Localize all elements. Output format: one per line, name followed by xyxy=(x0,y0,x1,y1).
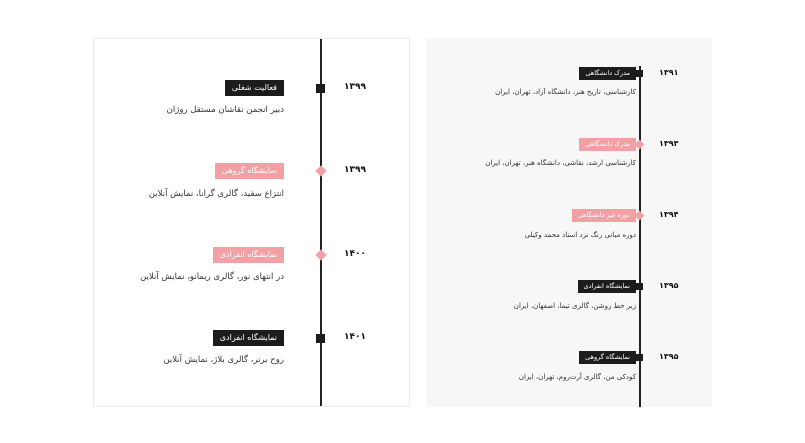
square-marker-icon xyxy=(636,283,643,290)
entry-tag: نمایشگاه گروهی xyxy=(215,163,284,179)
entry-description: کارشناسی ارشد، نقاشی، دانشگاه هنر، تهران، ایران xyxy=(485,159,636,167)
square-marker-icon xyxy=(636,354,643,361)
entry-description: در انتهای نور، گالری ریمانو، نمایش آنلاین xyxy=(140,272,284,282)
entry-description: دبیر انجمن نقاشان مستقل روژان xyxy=(166,105,284,115)
square-marker-icon xyxy=(316,334,325,343)
entry-tag: دوره غیر دانشگاهی xyxy=(572,209,636,222)
square-marker-icon xyxy=(636,70,643,77)
entry-tag: نمایشگاه انفرادی xyxy=(213,330,284,346)
diamond-marker-icon xyxy=(315,165,326,176)
entry-description: کارشناسی، تاریخ هنر، دانشگاه آزاد، تهران، ایران xyxy=(495,88,636,96)
timeline-panel-education xyxy=(426,38,712,407)
entry-year: ۱۳۹۵ xyxy=(659,352,679,361)
entry-year: ۱۴۰۰ xyxy=(344,249,366,259)
diamond-marker-icon xyxy=(635,211,645,221)
entry-year: ۱۳۹۹ xyxy=(344,82,366,92)
entry-description: روح برتر، گالری بلاژ، نمایش آنلاین xyxy=(163,355,284,365)
entry-year: ۱۴۰۱ xyxy=(344,332,366,342)
entry-tag: مدرک دانشگاهی xyxy=(579,138,636,151)
square-marker-icon xyxy=(316,84,325,93)
entry-description: دوره مبانی رنگ نزد استاد محمد وکیلی xyxy=(524,231,636,239)
entry-tag: مدرک دانشگاهی xyxy=(579,67,636,80)
timeline-panel-activities xyxy=(93,38,410,407)
entry-description: انتزاع سفید، گالری گرانا، نمایش آنلاین xyxy=(148,189,284,199)
diamond-marker-icon xyxy=(315,249,326,260)
entry-year: ۱۳۹۳ xyxy=(659,139,679,148)
entry-year: ۱۳۹۱ xyxy=(659,68,679,77)
diamond-marker-icon xyxy=(635,140,645,150)
entry-tag: نمایشگاه انفرادی xyxy=(578,280,636,293)
entry-description: کودکی من، گالری آرت‌روم، تهران، ایران xyxy=(518,373,636,381)
entry-year: ۱۳۹۵ xyxy=(659,281,679,290)
entry-year: ۱۳۹۹ xyxy=(344,165,366,175)
entry-tag: نمایشگاه انفرادی xyxy=(213,247,284,263)
entry-description: زیر خط روشن، گالری تیما، اصفهان، ایران xyxy=(513,302,636,310)
timeline-line xyxy=(320,39,322,406)
entry-year: ۱۳۹۴ xyxy=(659,210,679,219)
entry-tag: فعالیت شغلی xyxy=(225,80,284,96)
entry-tag: نمایشگاه گروهی xyxy=(579,351,636,364)
